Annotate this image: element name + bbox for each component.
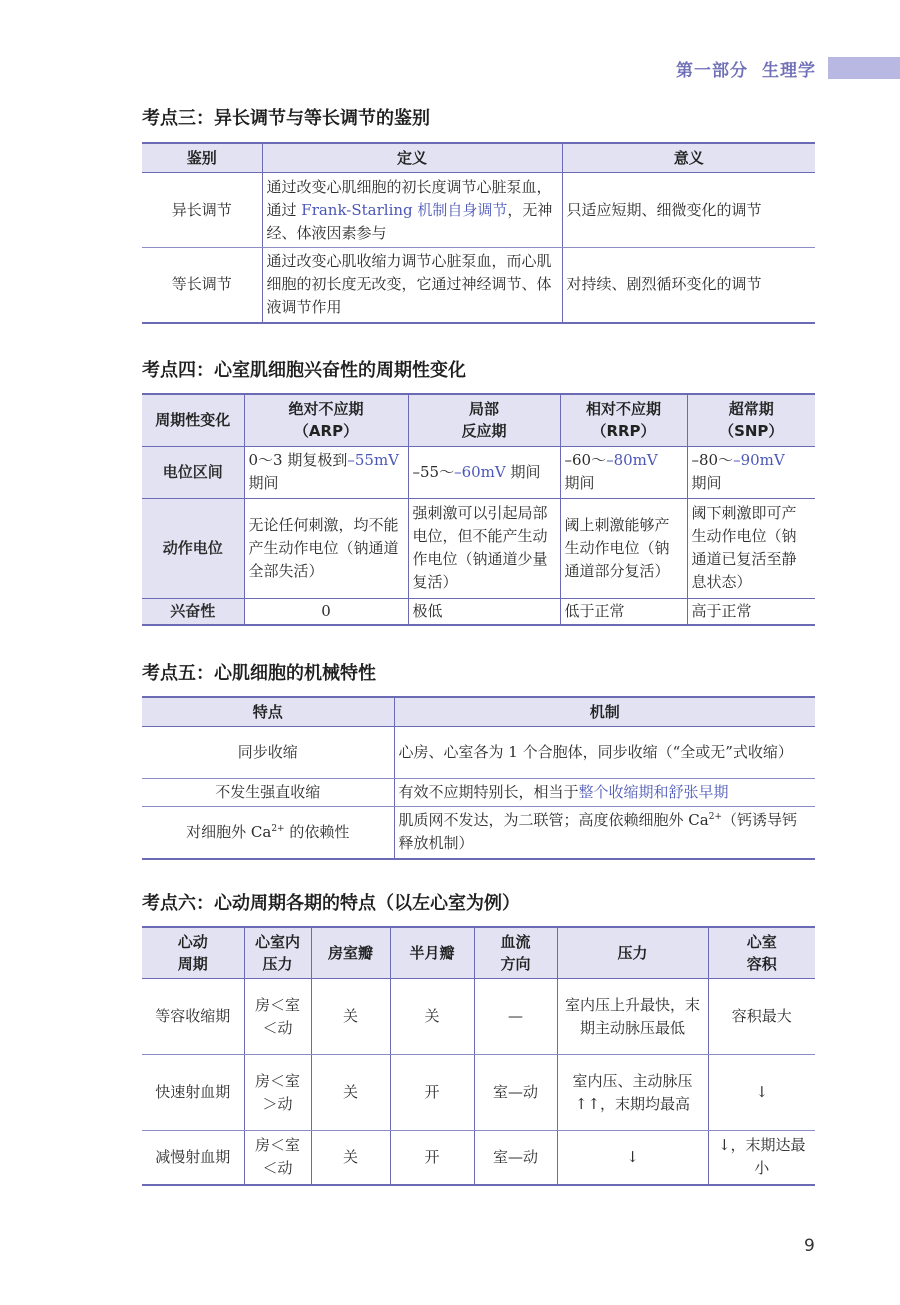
table-row xyxy=(142,498,815,598)
table-row xyxy=(142,598,815,625)
potential-rrp xyxy=(560,446,687,498)
col-header: 意义 xyxy=(562,143,815,173)
col-header-line: 心室内 xyxy=(254,933,300,951)
meaning-cell: 只适应短期、细微变化的调节 xyxy=(562,173,815,248)
av-valve-cell: 关 xyxy=(311,1131,390,1185)
part-number: 第一部分 xyxy=(676,60,748,81)
volume-cell: ↓ xyxy=(708,1055,815,1131)
flow-cell: 室—动 xyxy=(474,1131,557,1185)
section-title-4: 考点四：心室肌细胞兴奋性的周期性变化 xyxy=(142,360,466,381)
mechanism-text: 有效不应期特别长，相当于 xyxy=(398,783,579,801)
table-row xyxy=(142,1055,815,1131)
row-label: 等长调节 xyxy=(171,275,232,294)
potential-arp xyxy=(244,446,408,498)
col-header: 周期性变化 xyxy=(142,394,244,446)
potential-local xyxy=(408,446,560,498)
part-label xyxy=(676,56,816,81)
volume-cell: 容积最大 xyxy=(708,979,815,1055)
col-header-line: 压力 xyxy=(262,955,293,973)
mechanism-cell xyxy=(394,779,815,807)
definition-cell: 通过改变心肌收缩力调节心脏泵血，而心肌细胞的初长度无改变，它通过神经调节、体液调节作用 xyxy=(262,248,562,323)
col-header: 特点 xyxy=(142,697,394,727)
running-header xyxy=(676,56,900,80)
col-header: 房室瓣 xyxy=(311,927,390,979)
col-header-line: 绝对不应期 xyxy=(288,400,364,419)
action-arp: 无论任何刺激，均不能产生动作电位（钠通道全部失活） xyxy=(244,498,408,598)
phase-cell: 减慢射血期 xyxy=(155,1147,231,1166)
volume-cell: ↓，末期达最小 xyxy=(708,1131,815,1185)
row-label: 动作电位 xyxy=(142,498,244,598)
sl-valve-cell: 开 xyxy=(390,1055,474,1131)
table-row xyxy=(142,779,815,807)
pressure-desc-cell: 室内压、主动脉压↑↑，末期均最高 xyxy=(557,1055,708,1131)
col-header-line: 局部 xyxy=(468,400,499,419)
flow-cell: 室—动 xyxy=(474,1055,557,1131)
mechanism-text: 肌质网不发达，为二联管；高度依赖细胞外 Ca xyxy=(398,811,709,830)
col-header-line: 心动 xyxy=(177,933,208,951)
col-header xyxy=(408,394,560,446)
col-header xyxy=(142,927,244,979)
action-local: 强刺激可以引起局部电位，但不能产生动作电位（钠通道少量复活） xyxy=(408,498,560,598)
potential-text: 期间 xyxy=(691,474,722,492)
potential-value: –55mV xyxy=(347,451,400,469)
table-row xyxy=(142,807,815,859)
potential-value: –60mV xyxy=(454,462,506,481)
table-header-row xyxy=(142,394,815,446)
col-header-line: （ARP） xyxy=(293,422,359,441)
potential-value: –80mV xyxy=(606,451,658,469)
excitability-rrp: 低于正常 xyxy=(560,598,687,625)
table-header-row xyxy=(142,697,815,727)
subject-name: 生理学 xyxy=(762,60,816,81)
phase-cell: 快速射血期 xyxy=(142,1055,244,1131)
potential-text: 期间 xyxy=(564,474,595,492)
header-accent-bar xyxy=(828,57,900,79)
table-row xyxy=(142,727,815,779)
potential-snp xyxy=(687,446,815,498)
table-cardiac-cycle xyxy=(142,926,815,1186)
col-header-line: 心室 xyxy=(746,933,777,951)
pressure-cell: 房＜室＜动 xyxy=(244,979,311,1055)
table-excitability-cycle xyxy=(142,393,815,626)
pressure-desc-cell: ↓ xyxy=(557,1131,708,1185)
excitability-snp: 高于正常 xyxy=(687,598,815,625)
col-header xyxy=(560,394,687,446)
mechanism-cell xyxy=(394,807,815,859)
action-snp: 阈下刺激即可产生动作电位（钠通道已复活至静息状态） xyxy=(687,498,815,598)
potential-value: –90mV xyxy=(733,451,785,469)
col-header xyxy=(474,927,557,979)
mechanism-text: （钙诱导钙释放机制） xyxy=(398,811,797,853)
excitability-arp: 0 xyxy=(244,598,408,625)
col-header xyxy=(244,394,408,446)
action-rrp: 阈上刺激能够产生动作电位（钠通道部分复活） xyxy=(560,498,687,598)
sl-valve-cell: 关 xyxy=(390,979,474,1055)
mechanism-highlight: 整个收缩期和舒张早期 xyxy=(578,783,729,801)
excitability-local: 极低 xyxy=(408,598,560,625)
potential-text: 期间 xyxy=(505,462,541,481)
table-header-row xyxy=(142,927,815,979)
table-row xyxy=(142,248,815,323)
col-header: 压力 xyxy=(557,927,708,979)
potential-text: –55～ xyxy=(412,462,455,481)
table-row xyxy=(142,446,815,498)
potential-text: 期间 xyxy=(248,474,279,492)
superscript: 2+ xyxy=(708,812,722,823)
page-number: 9 xyxy=(804,1236,815,1256)
col-header: 鉴别 xyxy=(142,143,262,173)
feature-cell: 不发生强直收缩 xyxy=(142,779,394,807)
section-title-3: 考点三：异长调节与等长调节的鉴别 xyxy=(142,108,430,129)
table-header-row xyxy=(142,143,815,173)
definition-text: 通过改变心肌细胞的初长度调节心脏泵血，通过 xyxy=(266,177,552,219)
col-header-line: （SNP） xyxy=(719,422,784,441)
col-header-line: （RRP） xyxy=(591,422,656,441)
av-valve-cell: 关 xyxy=(311,979,390,1055)
col-header: 定义 xyxy=(262,143,562,173)
col-header-line: 方向 xyxy=(500,955,531,973)
table-row xyxy=(142,979,815,1055)
col-header xyxy=(687,394,815,446)
col-header-line: 反应期 xyxy=(461,422,507,441)
flow-cell: — xyxy=(474,979,557,1055)
col-header xyxy=(244,927,311,979)
potential-text: –60～ xyxy=(564,451,607,469)
mechanism-cell: 心房、心室各为 1 个合胞体，同步收缩（“全或无”式收缩） xyxy=(394,727,815,779)
col-header-line: 超常期 xyxy=(728,400,774,419)
row-label: 兴奋性 xyxy=(142,598,244,625)
col-header-line: 容积 xyxy=(746,955,777,973)
feature-cell xyxy=(142,807,394,859)
feature-cell: 同步收缩 xyxy=(142,727,394,779)
table-row xyxy=(142,173,815,248)
col-header-line: 相对不应期 xyxy=(585,400,661,419)
feature-text: 的依赖性 xyxy=(284,822,350,841)
superscript: 2+ xyxy=(271,823,285,834)
table-row xyxy=(142,1131,815,1185)
col-header-line: 周期 xyxy=(177,955,208,973)
sl-valve-cell: 开 xyxy=(390,1131,474,1185)
pressure-cell: 房＜室＜动 xyxy=(244,1131,311,1185)
col-header: 半月瓣 xyxy=(390,927,474,979)
definition-highlight: Frank-Starling 机制自身调节 xyxy=(301,200,508,219)
row-label: 电位区间 xyxy=(142,446,244,498)
meaning-cell: 对持续、剧烈循环变化的调节 xyxy=(562,248,815,323)
phase-cell: 等容收缩期 xyxy=(142,979,244,1055)
definition-cell xyxy=(262,173,562,248)
col-header: 机制 xyxy=(394,697,815,727)
pressure-desc-cell: 室内压上升最快，末期主动脉压最低 xyxy=(557,979,708,1055)
pressure-cell: 房＜室＞动 xyxy=(244,1055,311,1131)
potential-text: –80～ xyxy=(691,451,734,469)
definition-text: ，无神经、体液因素参与 xyxy=(266,200,553,242)
potential-text: 0～3 期复极到 xyxy=(248,451,348,469)
table-mechanical-properties xyxy=(142,696,815,860)
feature-text: 对细胞外 Ca xyxy=(186,822,272,841)
table-length-regulation xyxy=(142,142,815,324)
section-title-6: 考点六：心动周期各期的特点（以左心室为例） xyxy=(142,893,520,914)
row-label: 异长调节 xyxy=(142,173,262,248)
col-header-line: 血流 xyxy=(500,933,531,951)
col-header xyxy=(708,927,815,979)
section-title-5: 考点五：心肌细胞的机械特性 xyxy=(142,663,376,684)
av-valve-cell: 关 xyxy=(311,1055,390,1131)
